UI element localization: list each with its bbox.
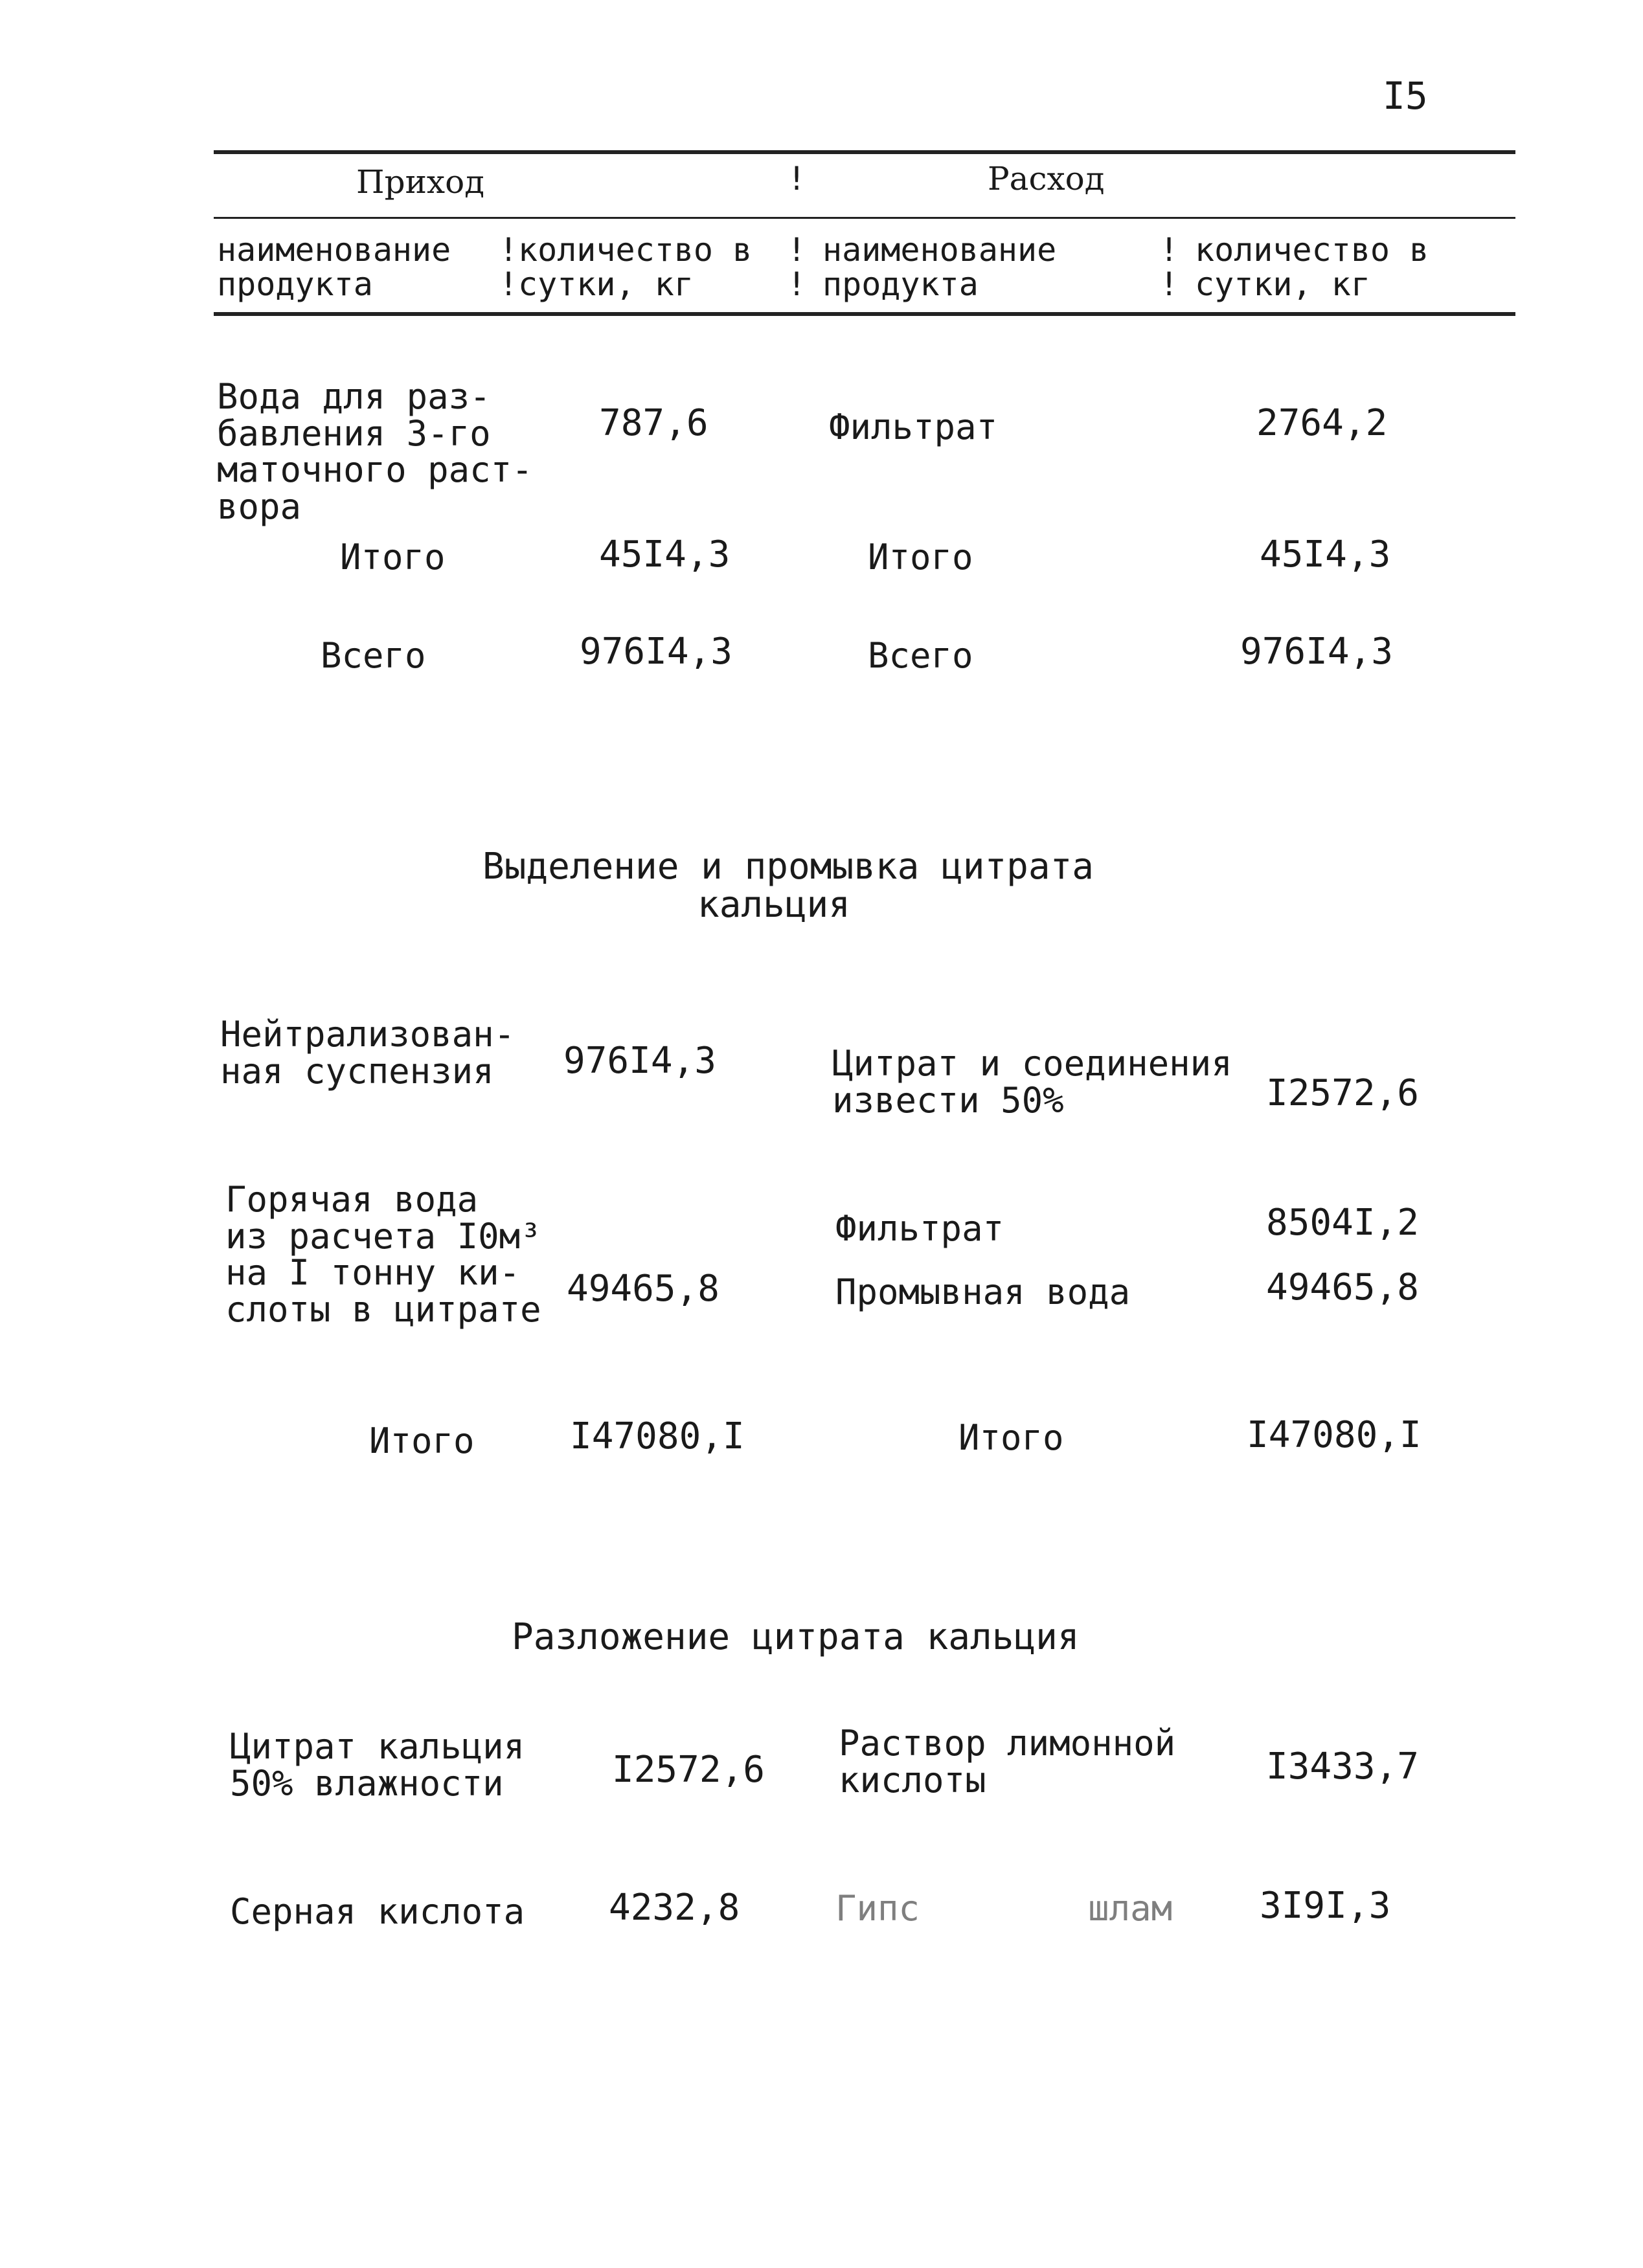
s2-title: Выделение и промывка цитрата кальция [482, 846, 1094, 926]
s2-row2-out2-qty: 49465,8 [1266, 1266, 1420, 1308]
header-bottom-rule [214, 312, 1515, 316]
s3-row2-out-name: Гипс шлам [835, 1888, 1173, 1929]
col4-header: количество в сутки, кг [1195, 231, 1429, 303]
s3-row2-in-qty: 4232,8 [609, 1887, 740, 1929]
col-sep-3: ! ! [1159, 231, 1179, 303]
col-sep-1: ! ! [499, 231, 519, 303]
s3-row1-out-qty: I3433,7 [1266, 1746, 1420, 1788]
s2-itogo-out: I47080,I [1247, 1414, 1422, 1456]
s2-itogo-out-label: Итого [958, 1417, 1064, 1458]
s1-vsego-in-label: Всего [321, 635, 426, 676]
col2-header: количество в сутки, кг [518, 231, 753, 303]
s3-row1-in-qty: I2572,6 [612, 1749, 765, 1791]
s1-row1-out-name: Фильтрат [829, 407, 998, 447]
s2-row2-out2-name: Промывная вода [835, 1272, 1131, 1312]
s3-row1-in-name: Цитрат кальция 50% влажности [230, 1726, 525, 1804]
col-sep-2: ! ! [787, 231, 807, 303]
s2-row2-out1-name: Фильтрат [835, 1208, 1004, 1249]
col1-header: наименование продукта [217, 231, 451, 303]
s2-row2-out1-qty: 8504I,2 [1266, 1202, 1420, 1244]
expense-label: Расход [988, 160, 1105, 197]
s2-row2-in-qty: 49465,8 [567, 1268, 720, 1310]
s2-row2-in-name: Горячая вода из расчета I0м³ на I тонну ки- слоты в цитрате [225, 1179, 541, 1330]
s1-itogo-in-label: Итого [340, 537, 446, 578]
s3-row2-out-qty: 3I9I,3 [1260, 1885, 1391, 1927]
s2-row1-out-name: Цитрат и соединения извести 50% [832, 1043, 1232, 1121]
s3-row1-out-name: Раствор лимонной кислоты [839, 1723, 1176, 1801]
s1-row1-in-qty: 787,6 [599, 402, 708, 444]
s3-row2-in-name: Серная кислота [230, 1891, 525, 1932]
s1-row1-out-qty: 2764,2 [1256, 402, 1388, 444]
s2-itogo-in-label: Итого [369, 1420, 475, 1461]
s2-itogo-in: I47080,I [570, 1415, 745, 1457]
s1-itogo-out: 45I4,3 [1260, 533, 1391, 576]
page-number: I5 [1383, 74, 1428, 118]
s1-itogo-out-label: Итого [868, 537, 973, 578]
s2-row1-out-qty: I2572,6 [1266, 1072, 1420, 1114]
header-sep-1: ! [787, 160, 807, 197]
s1-vsego-out: 976I4,3 [1240, 631, 1394, 673]
s3-title: Разложение цитрата кальция [512, 1616, 1080, 1658]
s1-itogo-in: 45I4,3 [599, 533, 731, 576]
header-mid-rule [214, 217, 1515, 219]
s2-row1-in-qty: 976I4,3 [563, 1040, 717, 1082]
income-label: Приход [356, 163, 485, 201]
header-top-rule [214, 150, 1515, 154]
s1-vsego-in: 976I4,3 [580, 631, 733, 673]
s1-vsego-out-label: Всего [868, 635, 973, 676]
s2-row1-in-name: Нейтрализован- ная суспензия [220, 1014, 516, 1092]
col3-header: наименование продукта [822, 231, 1057, 303]
s1-row1-in-name: Вода для раз- бавления 3-го маточного раст- вора [217, 376, 533, 528]
